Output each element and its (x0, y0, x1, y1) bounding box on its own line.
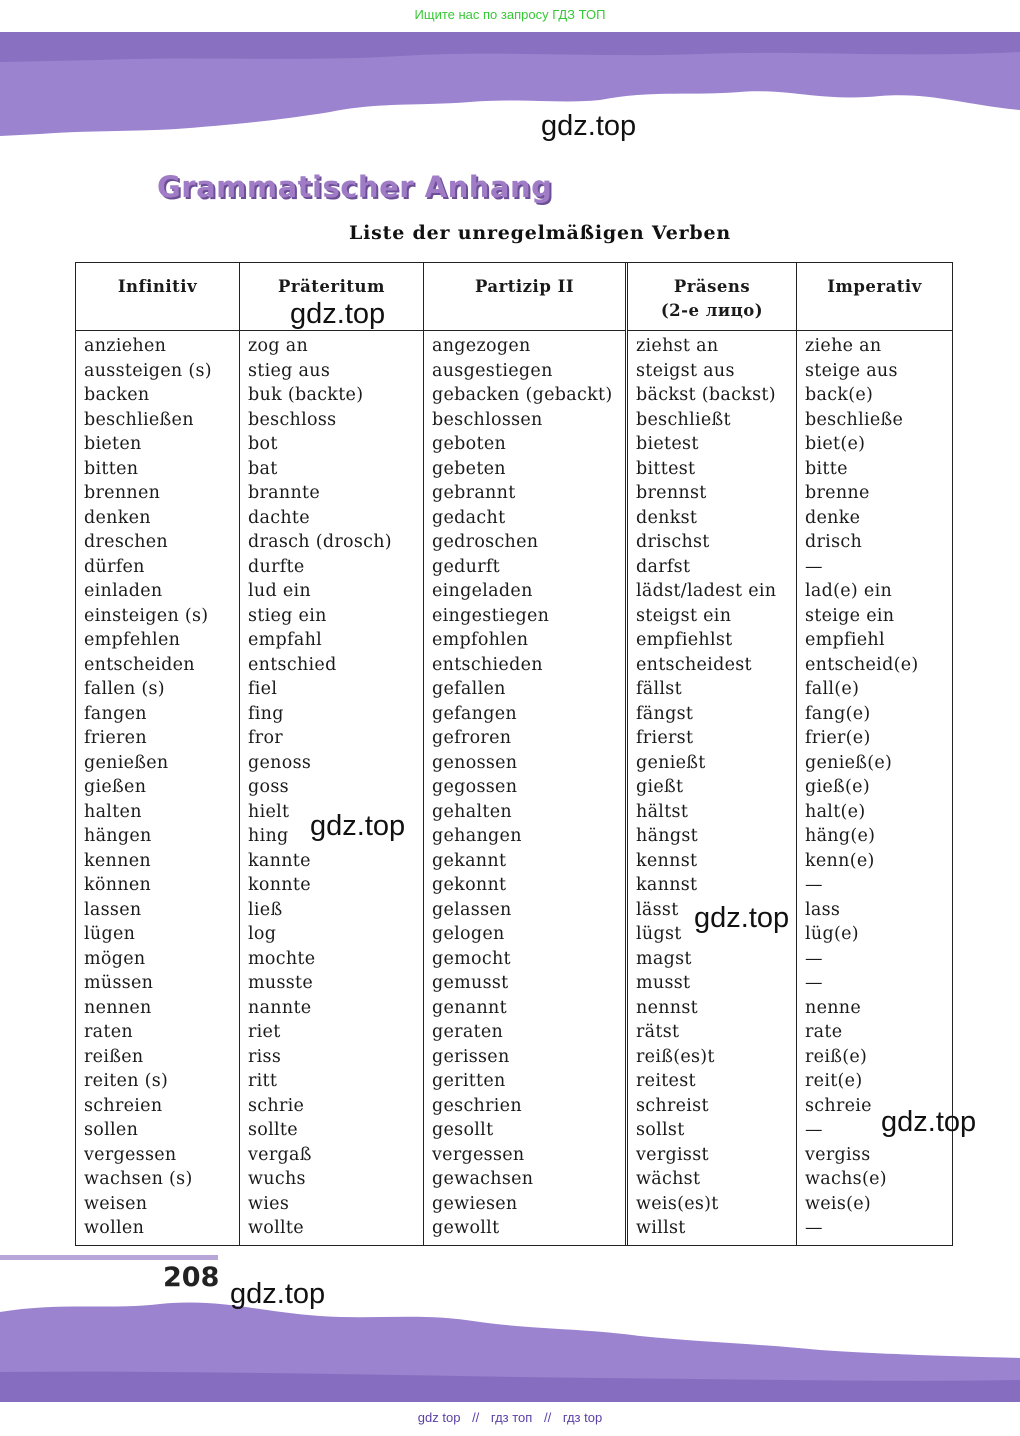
table-cell: back(e) (805, 385, 874, 405)
table-cell: — (805, 1120, 823, 1140)
column-cells (76, 331, 239, 1241)
table-cell: gefroren (432, 728, 512, 748)
table-cell: gemusst (432, 973, 509, 993)
table-cell: goss (248, 777, 289, 797)
table-cell: — (805, 948, 823, 969)
table-cell: buk (backte) (248, 385, 364, 405)
header-line: Präteritum (278, 277, 385, 296)
table-cell: drischst (636, 532, 710, 552)
table-cell: empfohlen (432, 630, 529, 650)
table-cell: ziehe an (805, 336, 882, 356)
table-cell: wachsen (s) (84, 1169, 193, 1189)
table-cell: schreist (636, 1095, 709, 1116)
table-cell: frieren (84, 728, 147, 748)
header-line: Präsens (673, 277, 751, 296)
watermark-text: gdz.top (310, 810, 406, 842)
table-cell: lud ein (248, 581, 311, 601)
table-cell: bieten (84, 434, 142, 454)
table-title: Liste der unregelmäßigen Verben (348, 222, 732, 244)
table-cell: steigst aus (636, 360, 735, 381)
table-cell: darfst (636, 556, 691, 577)
table-cell: mögen (84, 948, 146, 969)
table-cell: reiß(e) (805, 1046, 868, 1067)
table-cell: riss (248, 1046, 282, 1067)
table-cell: hängen (84, 826, 152, 846)
table-cell: lad(e) ein (805, 581, 893, 601)
table-cell: entschieden (432, 654, 543, 675)
column-cells (424, 331, 625, 1241)
table-cell: gekannt (432, 850, 507, 871)
table-cell: müssen (84, 973, 154, 993)
table-cell: eingeladen (432, 581, 533, 601)
table-cell: gehalten (432, 801, 512, 822)
table-cell: können (84, 875, 152, 895)
watermark-text: gdz.top (881, 1106, 977, 1138)
table-cell: einsteigen (s) (84, 605, 209, 626)
column-praesens (625, 263, 796, 1245)
table-cell: fall(e) (805, 679, 860, 699)
table-cell: angezogen (432, 336, 531, 356)
table-cell: raten (84, 1022, 133, 1042)
column-cells (240, 331, 423, 1241)
table-cell: empfahl (248, 630, 323, 650)
table-cell: gemocht (432, 948, 511, 969)
table-cell: geboten (432, 434, 507, 454)
table-cell: gefallen (432, 679, 506, 699)
header-line: Infinitiv (117, 277, 198, 296)
table-cell: reit(e) (805, 1071, 863, 1091)
table-cell: anziehen (84, 336, 167, 356)
table-cell: weis(es)t (636, 1193, 719, 1214)
table-cell: lass (805, 899, 841, 920)
table-cell: einladen (84, 581, 163, 601)
table-cell: ziehst an (636, 336, 719, 356)
column-praeteritum (239, 263, 423, 1245)
table-cell: kennst (636, 850, 698, 871)
table-cell: backen (84, 385, 150, 405)
column-header (424, 263, 625, 331)
column-header (76, 263, 239, 331)
column-cells (628, 331, 796, 1241)
table-cell: denke (805, 507, 861, 528)
column-cells (797, 331, 952, 1241)
table-cell: fällst (636, 679, 682, 699)
table-cell: sollte (248, 1120, 298, 1140)
header-line: (2-е лицо) (660, 301, 764, 320)
table-cell: zog an (248, 336, 309, 356)
table-cell: gehangen (432, 826, 522, 846)
table-cell: musst (636, 973, 691, 993)
table-cell: vergessen (84, 1144, 177, 1165)
table-cell: lädst/ladest ein (636, 581, 777, 601)
table-cell: — (805, 973, 823, 993)
table-cell: kennen (84, 850, 151, 871)
table-cell: hing (248, 826, 289, 846)
table-cell: gedurft (432, 556, 501, 577)
table-cell: beschlossen (432, 409, 543, 430)
table-cell: gelassen (432, 899, 512, 920)
table-cell: gelogen (432, 924, 505, 944)
table-cell: reitest (636, 1071, 696, 1091)
table-cell: lügen (84, 924, 136, 944)
table-cell: kannst (636, 875, 698, 895)
table-cell: stieg aus (248, 360, 331, 381)
table-cell: beschließt (636, 409, 731, 430)
footer-separator: // (543, 1410, 552, 1425)
table-cell: reiß(es)t (636, 1046, 715, 1067)
column-header (797, 263, 952, 331)
table-cell: vergessen (432, 1144, 525, 1165)
table-cell: gebrannt (432, 483, 516, 503)
table-cell: reißen (84, 1046, 144, 1067)
table-cell: gewiesen (432, 1193, 518, 1214)
table-cell: brennst (636, 483, 707, 503)
footer-separator: // (472, 1410, 480, 1425)
page-number: 208 (163, 1262, 220, 1293)
table-cell: dürfen (84, 556, 145, 577)
table-cell: nannte (248, 997, 312, 1018)
table-cell: genossen (432, 752, 518, 773)
table-cell: schrie (248, 1095, 305, 1116)
page-heading: Grammatischer Anhang (157, 170, 553, 204)
table-cell: fängst (636, 703, 694, 724)
table-cell: reiten (s) (84, 1071, 169, 1091)
column-infinitiv (76, 263, 239, 1245)
table-cell: gerissen (432, 1046, 510, 1067)
watermark-text: gdz.top (694, 902, 790, 934)
footer-link[interactable]: гдз top (562, 1410, 603, 1425)
table-cell: ritt (248, 1071, 278, 1091)
column-imperativ (796, 263, 952, 1245)
table-cell: geraten (432, 1022, 504, 1042)
table-cell: nenne (805, 997, 862, 1018)
table-cell: fing (248, 703, 284, 724)
table-cell: aussteigen (s) (84, 360, 212, 381)
table-cell: hängst (636, 826, 698, 846)
header-line: Partizip II (474, 277, 575, 296)
table-cell: nennst (636, 997, 698, 1018)
watermark-text: gdz.top (541, 110, 637, 142)
table-cell: beschließen (84, 409, 194, 430)
table-cell: schreien (84, 1095, 163, 1116)
table-cell: lüg(e) (805, 924, 859, 944)
table-cell: lügst (636, 924, 682, 944)
table-cell: wies (248, 1193, 290, 1214)
table-cell: frier(e) (805, 728, 871, 748)
table-cell: hältst (636, 801, 689, 822)
table-cell: brenne (805, 483, 870, 503)
table-cell: bitten (84, 458, 139, 479)
table-cell: hielt (248, 801, 290, 822)
table-cell: genieß(e) (805, 752, 893, 773)
table-cell: empfehlen (84, 630, 181, 650)
table-cell: weis(e) (805, 1193, 872, 1214)
table-cell: riet (248, 1022, 281, 1042)
table-cell: beschließe (805, 409, 904, 430)
table-cell: fang(e) (805, 703, 871, 724)
table-cell: bäckst (backst) (636, 385, 776, 405)
table-cell: fiel (248, 679, 278, 699)
table-cell: gegossen (432, 777, 518, 797)
table-cell: eingestiegen (432, 605, 550, 626)
table-cell: log (248, 924, 277, 944)
table-cell: frierst (636, 728, 694, 748)
table-cell: bietest (636, 434, 699, 454)
table-cell: willst (636, 1218, 686, 1238)
table-cell: kenn(e) (805, 850, 875, 871)
table-cell: musste (248, 973, 314, 993)
table-cell: gefangen (432, 703, 517, 724)
table-cell: halt(e) (805, 801, 866, 822)
table-cell: entschied (248, 654, 337, 675)
table-cell: weisen (84, 1193, 148, 1214)
table-cell: bitte (805, 458, 848, 479)
footer-link[interactable]: гдз топ (490, 1410, 533, 1425)
table-cell: wachs(e) (805, 1169, 887, 1189)
table-cell: gieß(e) (805, 777, 870, 797)
table-cell: — (805, 875, 823, 895)
table-cell: bat (248, 458, 278, 479)
table-cell: gewollt (432, 1218, 500, 1238)
table-cell: geschrien (432, 1095, 522, 1116)
table-cell: empfiehlst (636, 630, 733, 650)
table-cell: gedacht (432, 507, 506, 528)
table-cell: steigst ein (636, 605, 732, 626)
table-cell: vergaß (248, 1144, 312, 1165)
table-cell: steige aus (805, 360, 898, 381)
column-partizip (423, 263, 625, 1245)
table-cell: gebacken (gebackt) (432, 385, 613, 405)
table-cell: wuchs (248, 1169, 306, 1189)
header-line: Imperativ (827, 277, 922, 296)
column-header (628, 263, 796, 331)
decorative-top-band (0, 32, 1020, 142)
table-cell: genannt (432, 997, 507, 1018)
table-cell: durfte (248, 556, 305, 577)
page-number-rule (0, 1255, 218, 1260)
footer-links (0, 1410, 1020, 1425)
table-cell: denkst (636, 507, 698, 528)
table-cell: konnte (248, 875, 311, 895)
table-cell: — (805, 556, 823, 577)
table-cell: drisch (805, 532, 863, 552)
watermark-text: gdz.top (230, 1278, 326, 1310)
table-cell: empfiehl (805, 630, 885, 650)
table-cell: denken (84, 507, 151, 528)
table-cell: beschloss (248, 409, 337, 430)
decorative-bottom-band (0, 1252, 1020, 1402)
table-cell: steige ein (805, 605, 895, 626)
table-cell: vergiss (805, 1144, 871, 1165)
footer-link[interactable]: gdz top (417, 1410, 461, 1425)
table-cell: bittest (636, 458, 696, 479)
table-cell: genoss (248, 752, 312, 773)
table-cell: brennen (84, 483, 161, 503)
table-cell: vergisst (636, 1144, 709, 1165)
table-cell: gesollt (432, 1120, 494, 1140)
table-cell: entscheiden (84, 654, 195, 675)
table-cell: — (805, 1218, 823, 1238)
table-cell: mochte (248, 948, 316, 969)
table-cell: lässt (636, 899, 679, 920)
table-cell: rate (805, 1022, 843, 1042)
table-cell: entscheidest (636, 654, 752, 675)
table-cell: gekonnt (432, 875, 507, 895)
table-cell: halten (84, 801, 142, 822)
table-cell: genießt (636, 752, 706, 773)
table-cell: stieg ein (248, 605, 327, 626)
table-cell: dreschen (84, 532, 169, 552)
table-cell: wollte (248, 1218, 304, 1238)
table-cell: sollen (84, 1120, 139, 1140)
table-cell: brannte (248, 483, 321, 503)
table-cell: fror (248, 728, 283, 748)
table-cell: schreie (805, 1095, 872, 1116)
table-cell: häng(e) (805, 826, 876, 846)
table-cell: wächst (636, 1169, 701, 1189)
table-cell: entscheid(e) (805, 654, 919, 675)
table-cell: bot (248, 434, 278, 454)
table-cell: biet(e) (805, 434, 866, 454)
table-cell: gedroschen (432, 532, 539, 552)
table-cell: magst (636, 948, 692, 969)
table-cell: wollen (84, 1218, 145, 1238)
top-search-notice: Ищите нас по запросу ГДЗ ТОП (414, 7, 606, 22)
table-cell: sollst (636, 1120, 685, 1140)
table-cell: gewachsen (432, 1169, 534, 1189)
watermark-text: gdz.top (290, 298, 386, 330)
table-cell: gießt (636, 777, 684, 797)
table-cell: nennen (84, 997, 152, 1018)
table-cell: rätst (636, 1022, 680, 1042)
table-cell: ausgestiegen (432, 360, 553, 381)
irregular-verbs-table (75, 262, 953, 1246)
table-cell: geritten (432, 1071, 506, 1091)
table-cell: fangen (84, 703, 147, 724)
table-cell: gießen (84, 777, 147, 797)
table-cell: drasch (drosch) (248, 532, 392, 552)
table-cell: kannte (248, 850, 311, 871)
table-cell: lassen (84, 899, 142, 920)
table-cell: ließ (248, 899, 283, 920)
table-cell: gebeten (432, 458, 506, 479)
table-cell: fallen (s) (84, 679, 165, 699)
table-cell: dachte (248, 507, 310, 528)
table-cell: genießen (84, 752, 169, 773)
